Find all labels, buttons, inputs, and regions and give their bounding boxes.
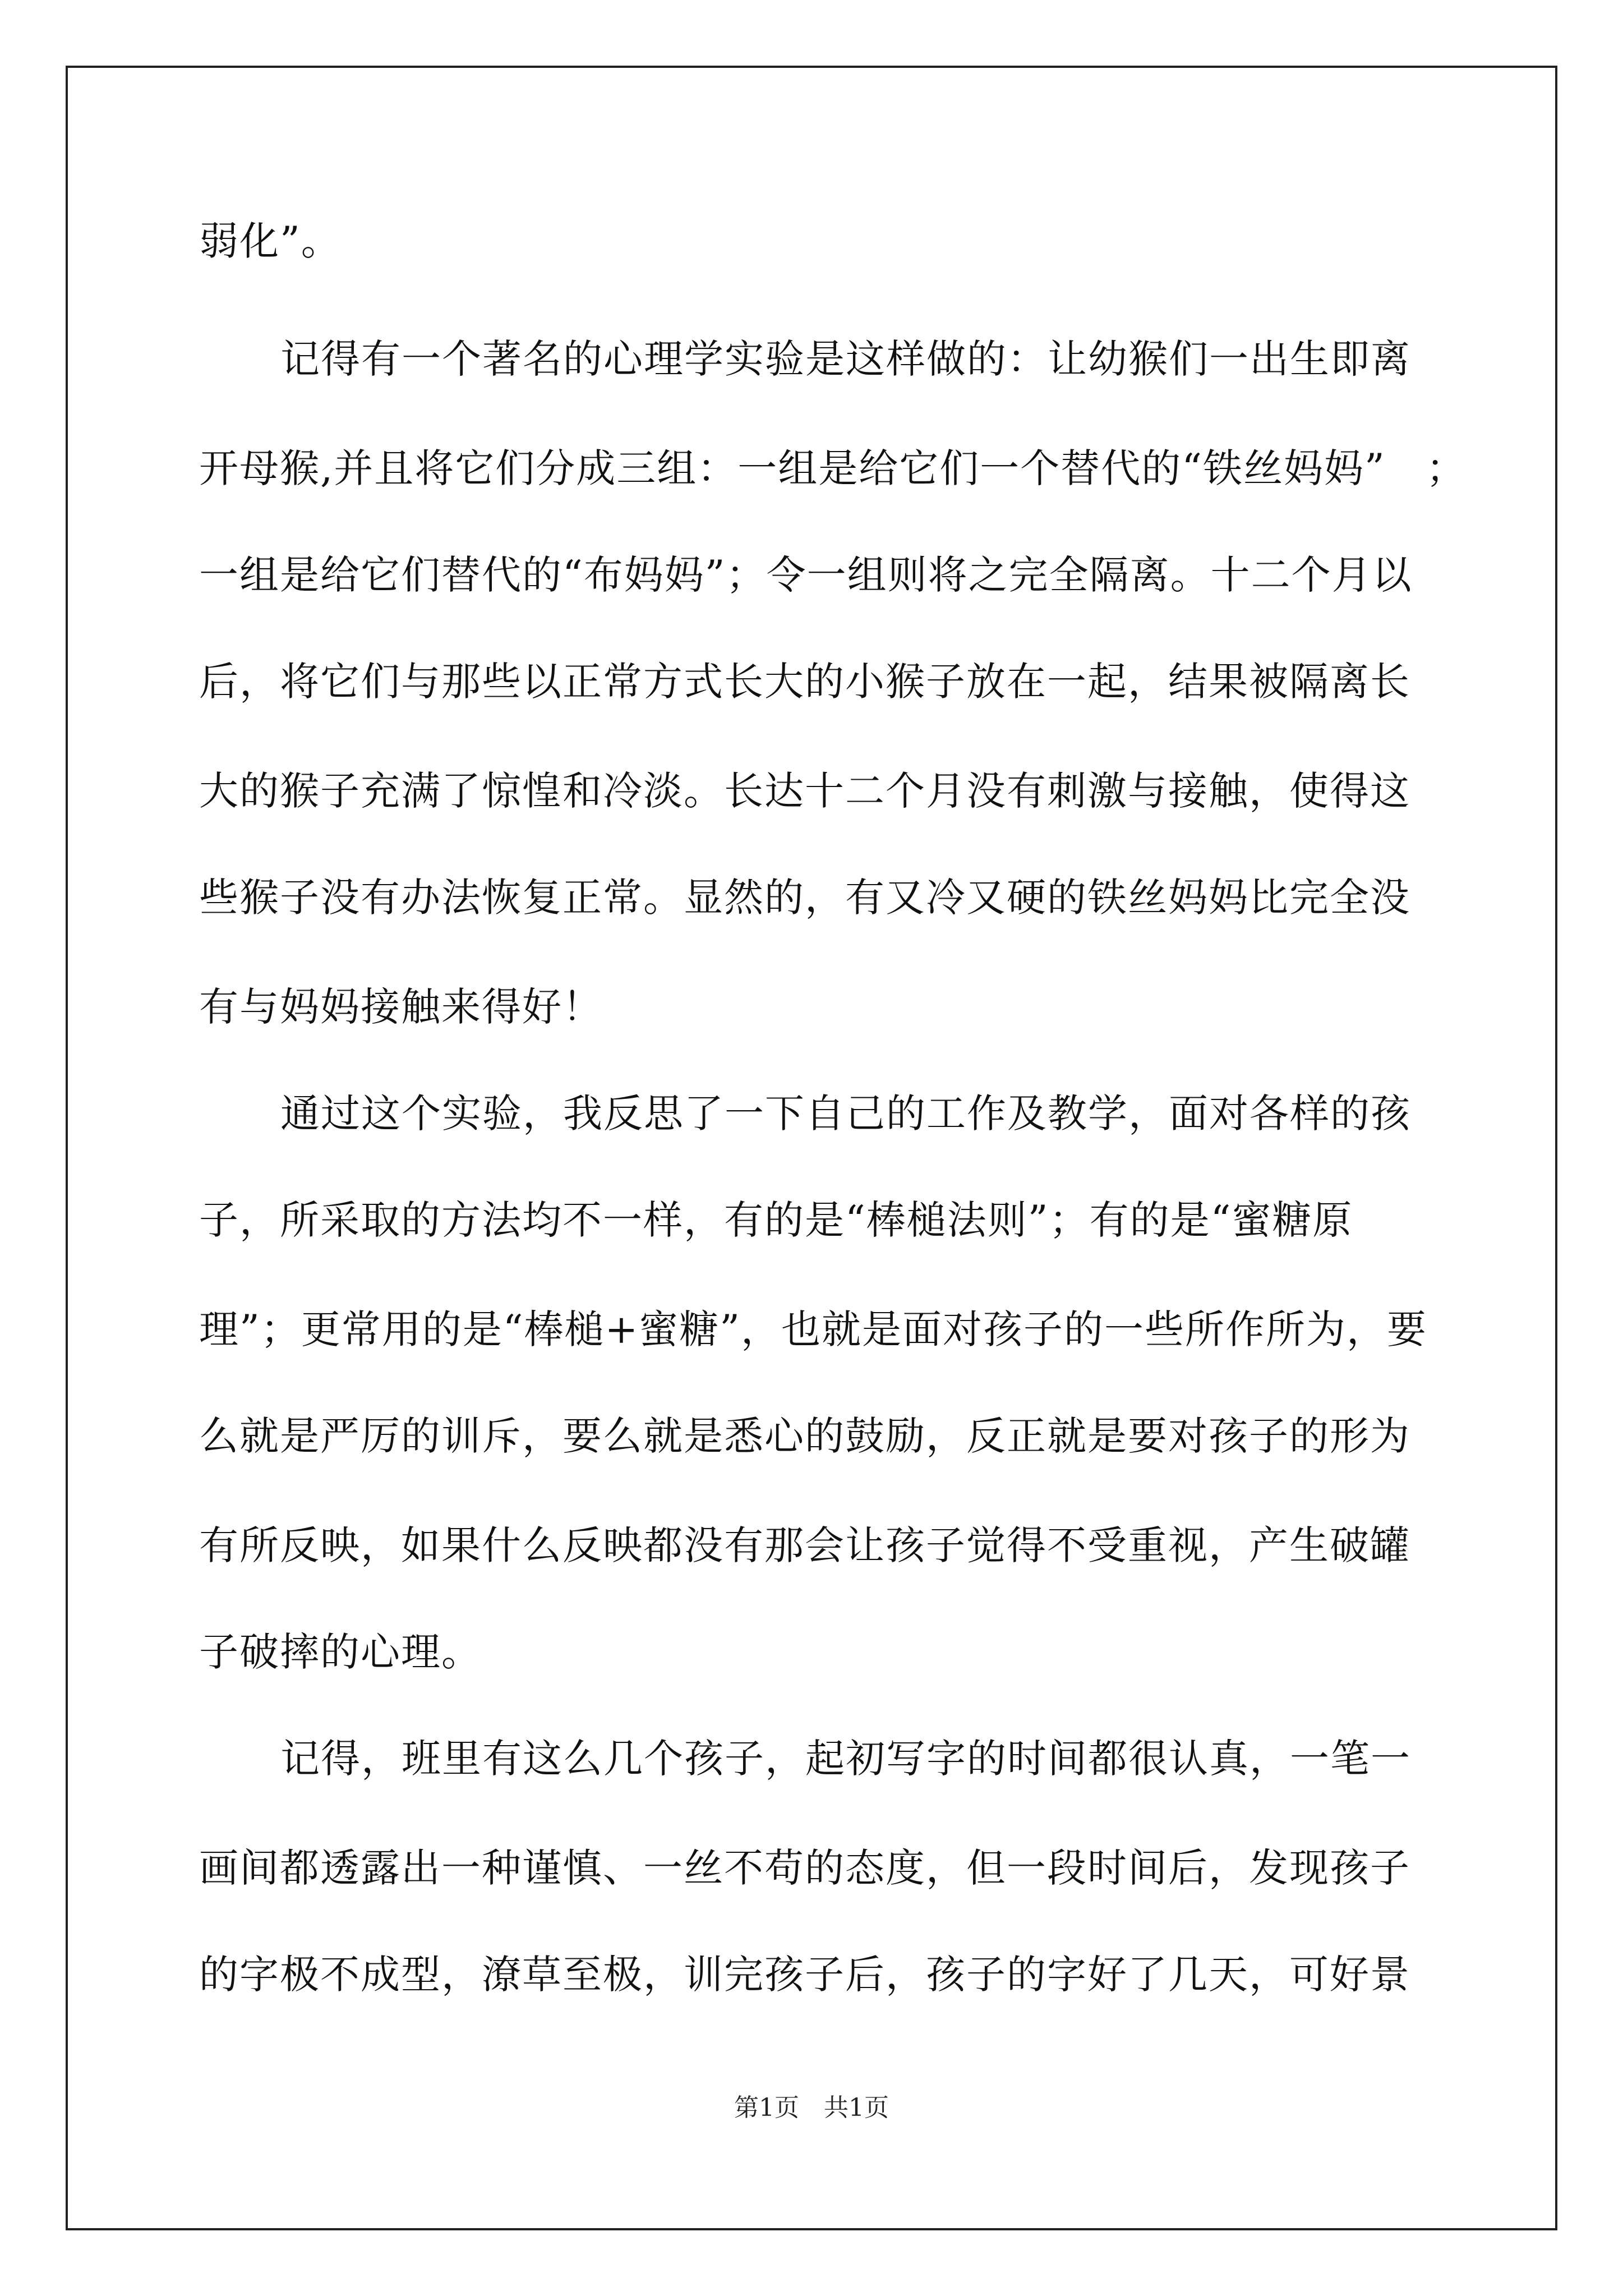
text-line: 子破摔的心理。	[199, 1629, 482, 1675]
text-line: 理”；更常用的是“棒槌+蜜糖”，也就是面对孩子的一些所作所为，要	[199, 1306, 1428, 1352]
text-line: 的字极不成型，潦草至极，训完孩子后，孩子的字好了几天，可好景	[199, 1952, 1410, 1998]
text-line: 一组是给它们替代的“布妈妈”；令一组则将之完全隔离。十二个月以	[199, 552, 1413, 598]
text-line: 开母猴,并且将它们分成三组：一组是给它们一个替代的“铁丝妈妈” ；	[199, 445, 1467, 491]
paragraph-first-line: 通过这个实验，我反思了一下自己的工作及教学，面对各样的孩	[280, 1091, 1411, 1137]
text-line: 大的猴子充满了惊惶和冷淡。长达十二个月没有刺激与接触，使得这	[199, 768, 1410, 814]
text-line: 子，所采取的方法均不一样，有的是“棒槌法则”；有的是“蜜糖原	[199, 1197, 1353, 1243]
page-number-footer: 第1页 共1页	[734, 2093, 889, 2122]
paragraph-first-line: 记得有一个著名的心理学实验是这样做的：让幼猴们一出生即离	[280, 336, 1411, 382]
text-line: 有所反映，如果什么反映都没有那会让孩子觉得不受重视，产生破罐	[199, 1522, 1410, 1568]
text-line: 些猴子没有办法恢复正常。显然的，有又冷又硬的铁丝妈妈比完全没	[199, 875, 1410, 921]
text-line: 后，将它们与那些以正常方式长大的小猴子放在一起，结果被隔离长	[199, 659, 1410, 705]
text-line: 么就是严厉的训斥，要么就是悉心的鼓励，反正就是要对孩子的形为	[199, 1413, 1410, 1459]
paragraph-first-line: 记得，班里有这么几个孩子，起初写字的时间都很认真，一笔一	[280, 1736, 1411, 1782]
text-line: 画间都透露出一种谨慎、一丝不苟的态度，但一段时间后，发现孩子	[199, 1845, 1410, 1891]
page-border	[66, 66, 1557, 2230]
text-line: 弱化”。	[199, 218, 342, 264]
text-line: 有与妈妈接触来得好！	[199, 984, 603, 1030]
